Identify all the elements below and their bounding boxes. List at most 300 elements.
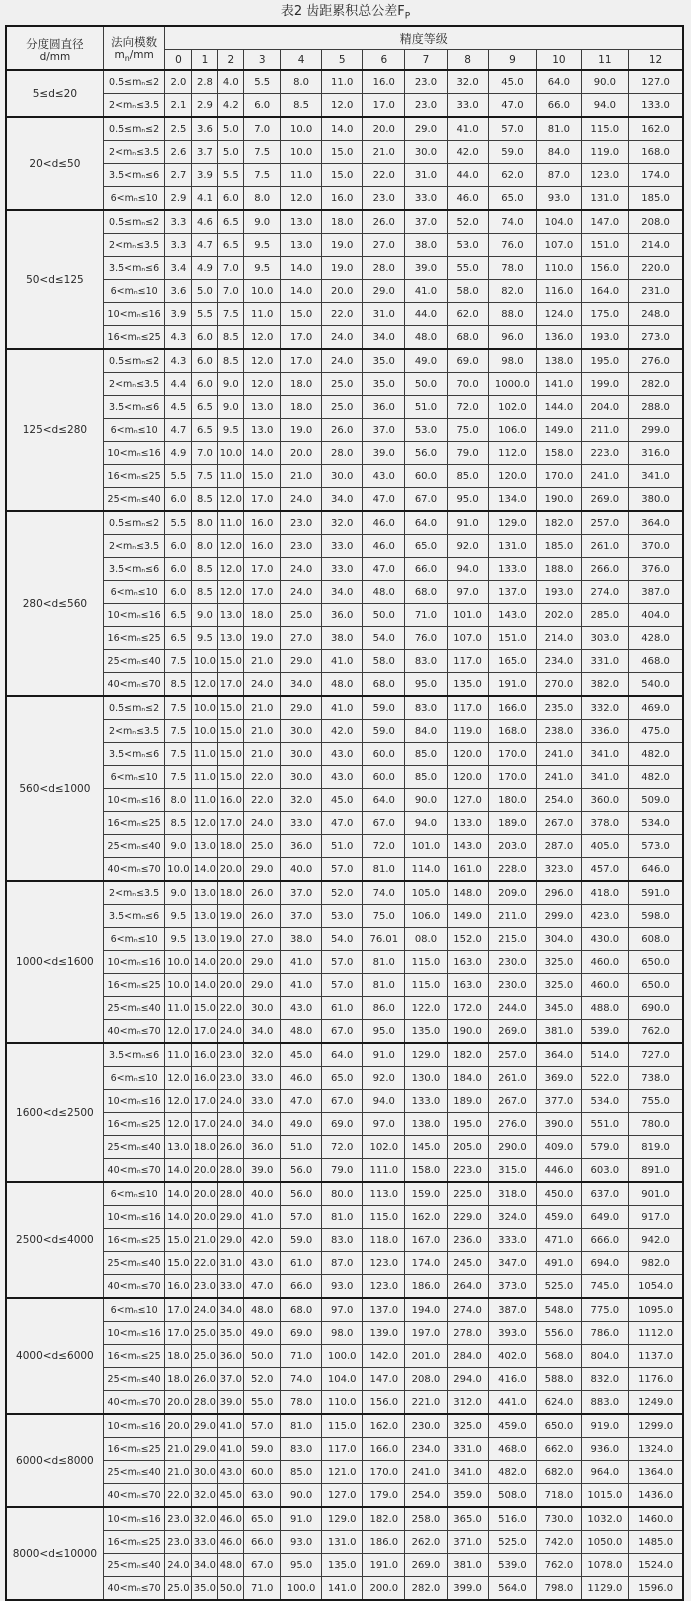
fp-value-cell: 45.0 (488, 70, 537, 94)
fp-value-cell: 30.0 (281, 743, 322, 766)
grade-col-header: 12 (629, 50, 683, 71)
fp-value-cell: 341.0 (629, 465, 683, 488)
module-range-cell: 25<mₙ≤40 (103, 488, 165, 512)
table-row (6, 349, 683, 373)
fp-value-cell: 52.0 (244, 1368, 281, 1391)
fp-value-cell: 100.0 (281, 1577, 322, 1601)
fp-value-cell: 46.0 (363, 535, 405, 558)
fp-value-cell: 28.0 (218, 1159, 244, 1183)
fp-value-cell: 32.0 (244, 1043, 281, 1067)
fp-value-cell: 16.0 (363, 70, 405, 94)
fp-value-cell: 33.0 (447, 94, 488, 118)
fp-value-cell: 21.0 (363, 141, 405, 164)
fp-value-cell: 43.0 (281, 997, 322, 1020)
table-row (6, 1391, 683, 1415)
fp-value-cell: 7.0 (218, 257, 244, 280)
fp-value-cell: 1050.0 (581, 1531, 629, 1554)
fp-value-cell: 189.0 (447, 1090, 488, 1113)
fp-value-cell: 29.0 (244, 974, 281, 997)
fp-value-cell: 8.0 (165, 789, 192, 812)
fp-value-cell: 33.0 (322, 558, 363, 581)
fp-value-cell: 81.0 (537, 117, 581, 141)
fp-value-cell: 730.0 (537, 1507, 581, 1531)
fp-value-cell: 16.0 (192, 1067, 218, 1090)
fp-value-cell: 184.0 (447, 1067, 488, 1090)
fp-value-cell: 23.0 (165, 1507, 192, 1531)
fp-value-cell: 3.9 (165, 303, 192, 326)
table-row (6, 1020, 683, 1044)
fp-value-cell: 20.0 (322, 280, 363, 303)
fp-value-cell: 276.0 (488, 1113, 537, 1136)
fp-tolerance-table (5, 25, 684, 1601)
fp-value-cell: 115.0 (322, 1414, 363, 1438)
fp-value-cell: 86.0 (363, 997, 405, 1020)
fp-value-cell: 46.0 (218, 1531, 244, 1554)
fp-value-cell: 21.0 (244, 650, 281, 673)
fp-value-cell: 266.0 (581, 558, 629, 581)
fp-value-cell: 33.0 (244, 1067, 281, 1090)
module-range-cell: 2<mₙ≤3.5 (103, 234, 165, 257)
fp-value-cell: 650.0 (537, 1414, 581, 1438)
module-range-cell: 25<mₙ≤40 (103, 1461, 165, 1484)
fp-value-cell: 11.0 (165, 997, 192, 1020)
table-title (0, 0, 691, 25)
module-range-cell: 3.5<mₙ≤6 (103, 164, 165, 187)
fp-value-cell: 738.0 (629, 1067, 683, 1090)
fp-value-cell: 15.0 (218, 766, 244, 789)
fp-value-cell: 257.0 (488, 1043, 537, 1067)
fp-value-cell: 135.0 (447, 673, 488, 697)
fp-value-cell: 9.0 (244, 210, 281, 234)
fp-value-cell: 215.0 (488, 928, 537, 951)
fp-value-cell: 37.0 (363, 419, 405, 442)
fp-value-cell: 214.0 (537, 627, 581, 650)
table-row (6, 812, 683, 835)
fp-value-cell: 15.0 (192, 997, 218, 1020)
fp-value-cell: 1436.0 (629, 1484, 683, 1508)
fp-value-cell: 20.0 (165, 1414, 192, 1438)
fp-value-cell: 33.0 (218, 1275, 244, 1299)
fp-value-cell: 964.0 (581, 1461, 629, 1484)
fp-value-cell: 133.0 (629, 94, 683, 118)
module-range-cell: 6<mₙ≤10 (103, 928, 165, 951)
fp-value-cell: 230.0 (488, 951, 537, 974)
fp-value-cell: 131.0 (322, 1531, 363, 1554)
table-row (6, 1322, 683, 1345)
fp-value-cell: 78.0 (281, 1391, 322, 1415)
d-range-cell: 4000<d≤6000 (6, 1298, 103, 1414)
fp-value-cell: 41.0 (281, 974, 322, 997)
fp-value-cell: 110.0 (322, 1391, 363, 1415)
fp-value-cell: 57.0 (322, 951, 363, 974)
module-range-cell: 16<mₙ≤25 (103, 974, 165, 997)
fp-value-cell: 534.0 (581, 1090, 629, 1113)
fp-value-cell: 10.0 (244, 280, 281, 303)
fp-value-cell: 56.0 (405, 442, 447, 465)
fp-value-cell: 7.0 (192, 442, 218, 465)
fp-value-cell: 26.0 (244, 881, 281, 905)
fp-value-cell: 48.0 (363, 581, 405, 604)
fp-value-cell: 35.0 (218, 1322, 244, 1345)
fp-value-cell: 482.0 (488, 1461, 537, 1484)
fp-value-cell: 79.0 (447, 442, 488, 465)
table-row (6, 396, 683, 419)
fp-value-cell: 285.0 (581, 604, 629, 627)
fp-value-cell: 29.0 (244, 951, 281, 974)
module-range-cell: 2<mₙ≤3.5 (103, 535, 165, 558)
fp-value-cell: 57.0 (322, 974, 363, 997)
fp-value-cell: 891.0 (629, 1159, 683, 1183)
fp-value-cell: 38.0 (405, 234, 447, 257)
fp-value-cell: 220.0 (629, 257, 683, 280)
diameter-header-label: 分度圆直径 (26, 37, 84, 51)
fp-value-cell: 430.0 (581, 928, 629, 951)
fp-value-cell: 53.0 (447, 234, 488, 257)
fp-value-cell: 37.0 (281, 881, 322, 905)
fp-value-cell: 51.0 (405, 396, 447, 419)
fp-value-cell: 299.0 (537, 905, 581, 928)
fp-value-cell: 223.0 (447, 1159, 488, 1183)
fp-value-cell: 143.0 (447, 835, 488, 858)
fp-value-cell: 119.0 (581, 141, 629, 164)
fp-value-cell: 14.0 (322, 117, 363, 141)
fp-value-cell: 26.0 (363, 210, 405, 234)
fp-value-cell: 107.0 (537, 234, 581, 257)
fp-value-cell: 41.0 (405, 280, 447, 303)
module-range-cell: 3.5<mₙ≤6 (103, 743, 165, 766)
fp-value-cell: 682.0 (537, 1461, 581, 1484)
fp-value-cell: 147.0 (363, 1368, 405, 1391)
fp-value-cell: 10.0 (165, 951, 192, 974)
fp-value-cell: 12.0 (192, 812, 218, 835)
fp-value-cell: 167.0 (405, 1229, 447, 1252)
fp-value-cell: 182.0 (447, 1043, 488, 1067)
fp-value-cell: 3.6 (192, 117, 218, 141)
fp-value-cell: 20.0 (281, 442, 322, 465)
fp-value-cell: 189.0 (488, 812, 537, 835)
fp-value-cell: 8.0 (244, 187, 281, 211)
fp-value-cell: 7.5 (165, 696, 192, 720)
fp-value-cell: 59.0 (281, 1229, 322, 1252)
fp-value-cell: 59.0 (363, 696, 405, 720)
fp-value-cell: 8.5 (192, 488, 218, 512)
fp-value-cell: 341.0 (581, 743, 629, 766)
fp-value-cell: 459.0 (488, 1414, 537, 1438)
fp-value-cell: 9.5 (165, 928, 192, 951)
fp-value-cell: 32.0 (192, 1484, 218, 1508)
fp-value-cell: 44.0 (405, 303, 447, 326)
fp-value-cell: 2.1 (165, 94, 192, 118)
grade-col-header: 6 (363, 50, 405, 71)
fp-value-cell: 74.0 (363, 881, 405, 905)
fp-value-cell: 468.0 (488, 1438, 537, 1461)
fp-value-cell: 72.0 (363, 835, 405, 858)
module-range-cell: 10<mₙ≤16 (103, 1507, 165, 1531)
fp-value-cell: 25.0 (165, 1577, 192, 1601)
table-row (6, 928, 683, 951)
fp-value-cell: 45.0 (322, 789, 363, 812)
fp-value-cell: 46.0 (281, 1067, 322, 1090)
module-range-cell: 10<mₙ≤16 (103, 951, 165, 974)
fp-value-cell: 19.0 (322, 257, 363, 280)
fp-value-cell: 1596.0 (629, 1577, 683, 1601)
fp-value-cell: 1032.0 (581, 1507, 629, 1531)
fp-value-cell: 164.0 (581, 280, 629, 303)
fp-value-cell: 238.0 (537, 720, 581, 743)
fp-value-cell: 19.0 (322, 234, 363, 257)
fp-value-cell: 135.0 (322, 1554, 363, 1577)
module-range-cell: 0.5≤mₙ≤2 (103, 511, 165, 535)
fp-value-cell: 208.0 (629, 210, 683, 234)
fp-value-cell: 24.0 (281, 581, 322, 604)
fp-value-cell: 11.0 (192, 766, 218, 789)
table-row (6, 1067, 683, 1090)
fp-value-cell: 123.0 (363, 1252, 405, 1275)
fp-value-cell: 4.1 (192, 187, 218, 211)
fp-value-cell: 47.0 (244, 1275, 281, 1299)
table-title-text: 表2 齿距累积总公差F (280, 4, 405, 19)
module-range-cell: 6<mₙ≤10 (103, 1182, 165, 1206)
fp-value-cell: 4.7 (192, 234, 218, 257)
fp-value-cell: 94.0 (447, 558, 488, 581)
fp-value-cell: 94.0 (581, 94, 629, 118)
table-row (6, 789, 683, 812)
fp-value-cell: 3.6 (165, 280, 192, 303)
fp-value-cell: 101.0 (447, 604, 488, 627)
module-range-cell: 3.5<mₙ≤6 (103, 558, 165, 581)
module-range-cell: 10<mₙ≤16 (103, 1090, 165, 1113)
module-header-unit (104, 49, 165, 65)
table-row (6, 210, 683, 234)
fp-value-cell: 378.0 (581, 812, 629, 835)
fp-value-cell: 1112.0 (629, 1322, 683, 1345)
fp-value-cell: 393.0 (488, 1322, 537, 1345)
table-row (6, 117, 683, 141)
fp-value-cell: 14.0 (192, 974, 218, 997)
fp-value-cell: 29.0 (244, 858, 281, 882)
fp-value-cell: 81.0 (363, 951, 405, 974)
fp-value-cell: 16.0 (192, 1043, 218, 1067)
fp-value-cell: 13.0 (218, 627, 244, 650)
fp-value-cell: 117.0 (447, 696, 488, 720)
fp-value-cell: 1460.0 (629, 1507, 683, 1531)
fp-value-cell: 13.0 (192, 928, 218, 951)
fp-value-cell: 130.0 (405, 1067, 447, 1090)
fp-value-cell: 122.0 (405, 997, 447, 1020)
fp-value-cell: 93.0 (281, 1531, 322, 1554)
fp-value-cell: 51.0 (281, 1136, 322, 1159)
fp-value-cell: 209.0 (488, 881, 537, 905)
fp-value-cell: 193.0 (537, 581, 581, 604)
fp-value-cell: 186.0 (405, 1275, 447, 1299)
fp-value-cell: 12.0 (244, 373, 281, 396)
fp-value-cell: 37.0 (218, 1368, 244, 1391)
fp-value-cell: 56.0 (281, 1159, 322, 1183)
fp-value-cell: 1054.0 (629, 1275, 683, 1299)
fp-value-cell: 742.0 (537, 1531, 581, 1554)
fp-value-cell: 162.0 (405, 1206, 447, 1229)
fp-value-cell: 6.5 (218, 210, 244, 234)
fp-value-cell: 755.0 (629, 1090, 683, 1113)
fp-value-cell: 267.0 (488, 1090, 537, 1113)
fp-value-cell: 64.0 (363, 789, 405, 812)
d-range-cell: 20<d≤50 (6, 117, 103, 210)
table-row (6, 234, 683, 257)
d-range-cell: 2500<d≤4000 (6, 1182, 103, 1298)
fp-value-cell: 136.0 (537, 326, 581, 350)
fp-value-cell: 91.0 (281, 1507, 322, 1531)
fp-value-cell: 29.0 (363, 280, 405, 303)
fp-value-cell: 762.0 (537, 1554, 581, 1577)
fp-value-cell: 79.0 (322, 1159, 363, 1183)
fp-value-cell: 114.0 (405, 858, 447, 882)
fp-value-cell: 23.0 (405, 70, 447, 94)
d-range-cell: 280<d≤560 (6, 511, 103, 696)
fp-value-cell: 95.0 (405, 673, 447, 697)
fp-value-cell: 83.0 (405, 650, 447, 673)
fp-value-cell: 18.0 (281, 373, 322, 396)
fp-value-cell: 124.0 (537, 303, 581, 326)
table-row (6, 1345, 683, 1368)
fp-value-cell: 7.5 (244, 141, 281, 164)
fp-value-cell: 516.0 (488, 1507, 537, 1531)
fp-value-cell: 7.0 (244, 117, 281, 141)
fp-value-cell: 8.5 (192, 558, 218, 581)
fp-value-cell: 34.0 (363, 326, 405, 350)
fp-value-cell: 8.5 (218, 326, 244, 350)
fp-value-cell: 67.0 (322, 1020, 363, 1044)
fp-value-cell: 650.0 (629, 974, 683, 997)
table-row (6, 1461, 683, 1484)
fp-value-cell: 482.0 (629, 743, 683, 766)
fp-value-cell: 6.0 (192, 349, 218, 373)
fp-value-cell: 267.0 (537, 812, 581, 835)
fp-value-cell: 149.0 (537, 419, 581, 442)
table-row (6, 1414, 683, 1438)
fp-value-cell: 41.0 (218, 1438, 244, 1461)
fp-value-cell: 44.0 (447, 164, 488, 187)
fp-value-cell: 36.0 (218, 1345, 244, 1368)
fp-value-cell: 162.0 (363, 1414, 405, 1438)
fp-value-cell: 2.9 (165, 187, 192, 211)
fp-value-cell: 200.0 (363, 1577, 405, 1601)
fp-value-cell: 325.0 (447, 1414, 488, 1438)
fp-value-cell: 8.0 (281, 70, 322, 94)
fp-value-cell: 39.0 (405, 257, 447, 280)
fp-value-cell: 48.0 (405, 326, 447, 350)
fp-value-cell: 118.0 (363, 1229, 405, 1252)
fp-value-cell: 534.0 (629, 812, 683, 835)
fp-value-cell: 34.0 (218, 1298, 244, 1322)
fp-value-cell: 7.5 (165, 766, 192, 789)
fp-value-cell: 12.0 (192, 673, 218, 697)
fp-value-cell: 24.0 (218, 1090, 244, 1113)
fp-value-cell: 64.0 (405, 511, 447, 535)
fp-value-cell: 137.0 (363, 1298, 405, 1322)
fp-value-cell: 92.0 (363, 1067, 405, 1090)
fp-value-cell: 66.0 (405, 558, 447, 581)
fp-value-cell: 57.0 (488, 117, 537, 141)
fp-value-cell: 214.0 (629, 234, 683, 257)
fp-value-cell: 16.0 (218, 789, 244, 812)
table-row (6, 187, 683, 211)
fp-value-cell: 48.0 (218, 1554, 244, 1577)
fp-value-cell: 387.0 (488, 1298, 537, 1322)
fp-value-cell: 579.0 (581, 1136, 629, 1159)
fp-value-cell: 102.0 (488, 396, 537, 419)
fp-value-cell: 12.0 (165, 1020, 192, 1044)
fp-value-cell: 97.0 (447, 581, 488, 604)
fp-value-cell: 5.5 (192, 303, 218, 326)
fp-value-cell: 23.0 (192, 1275, 218, 1299)
module-range-cell: 3.5<mₙ≤6 (103, 905, 165, 928)
fp-value-cell: 40.0 (244, 1182, 281, 1206)
fp-value-cell: 199.0 (581, 373, 629, 396)
fp-value-cell: 33.0 (322, 535, 363, 558)
fp-value-cell: 12.0 (218, 558, 244, 581)
module-range-cell: 16<mₙ≤25 (103, 465, 165, 488)
fp-value-cell: 6.0 (218, 187, 244, 211)
fp-value-cell: 323.0 (537, 858, 581, 882)
module-range-cell: 0.5≤mₙ≤2 (103, 349, 165, 373)
fp-value-cell: 24.0 (244, 673, 281, 697)
module-range-cell: 16<mₙ≤25 (103, 1229, 165, 1252)
fp-value-cell: 69.0 (322, 1113, 363, 1136)
fp-value-cell: 101.0 (405, 835, 447, 858)
fp-value-cell: 190.0 (447, 1020, 488, 1044)
fp-value-cell: 20.0 (165, 1391, 192, 1415)
module-range-cell: 40<mₙ≤70 (103, 1577, 165, 1601)
fp-value-cell: 10.0 (281, 141, 322, 164)
fp-value-cell: 325.0 (537, 974, 581, 997)
fp-value-cell: 17.0 (218, 812, 244, 835)
fp-value-cell: 13.0 (281, 234, 322, 257)
fp-value-cell: 80.0 (322, 1182, 363, 1206)
fp-value-cell: 1078.0 (581, 1554, 629, 1577)
fp-value-cell: 6.5 (165, 627, 192, 650)
fp-value-cell: 24.0 (281, 488, 322, 512)
fp-value-cell: 123.0 (581, 164, 629, 187)
fp-value-cell: 12.0 (218, 535, 244, 558)
fp-value-cell: 111.0 (363, 1159, 405, 1183)
fp-value-cell: 25.0 (192, 1345, 218, 1368)
fp-value-cell: 428.0 (629, 627, 683, 650)
fp-value-cell: 120.0 (447, 766, 488, 789)
fp-value-cell: 4.9 (165, 442, 192, 465)
fp-value-cell: 598.0 (629, 905, 683, 928)
table-row (6, 905, 683, 928)
module-range-cell: 40<mₙ≤70 (103, 858, 165, 882)
fp-value-cell: 81.0 (363, 974, 405, 997)
fp-value-cell: 72.0 (322, 1136, 363, 1159)
fp-value-cell: 47.0 (281, 1090, 322, 1113)
module-range-cell: 10<mₙ≤16 (103, 1322, 165, 1345)
fp-value-cell: 30.0 (322, 465, 363, 488)
fp-value-cell: 364.0 (629, 511, 683, 535)
fp-value-cell: 8.5 (165, 812, 192, 835)
fp-value-cell: 21.0 (192, 1229, 218, 1252)
fp-value-cell: 637.0 (581, 1182, 629, 1206)
fp-value-cell: 539.0 (581, 1020, 629, 1044)
table-row (6, 1531, 683, 1554)
fp-value-cell: 6.0 (165, 488, 192, 512)
module-range-cell: 16<mₙ≤25 (103, 1113, 165, 1136)
fp-value-cell: 161.0 (447, 858, 488, 882)
table-row (6, 488, 683, 512)
fp-value-cell: 21.0 (165, 1438, 192, 1461)
fp-value-cell: 290.0 (488, 1136, 537, 1159)
module-range-cell: 0.5≤mₙ≤2 (103, 210, 165, 234)
